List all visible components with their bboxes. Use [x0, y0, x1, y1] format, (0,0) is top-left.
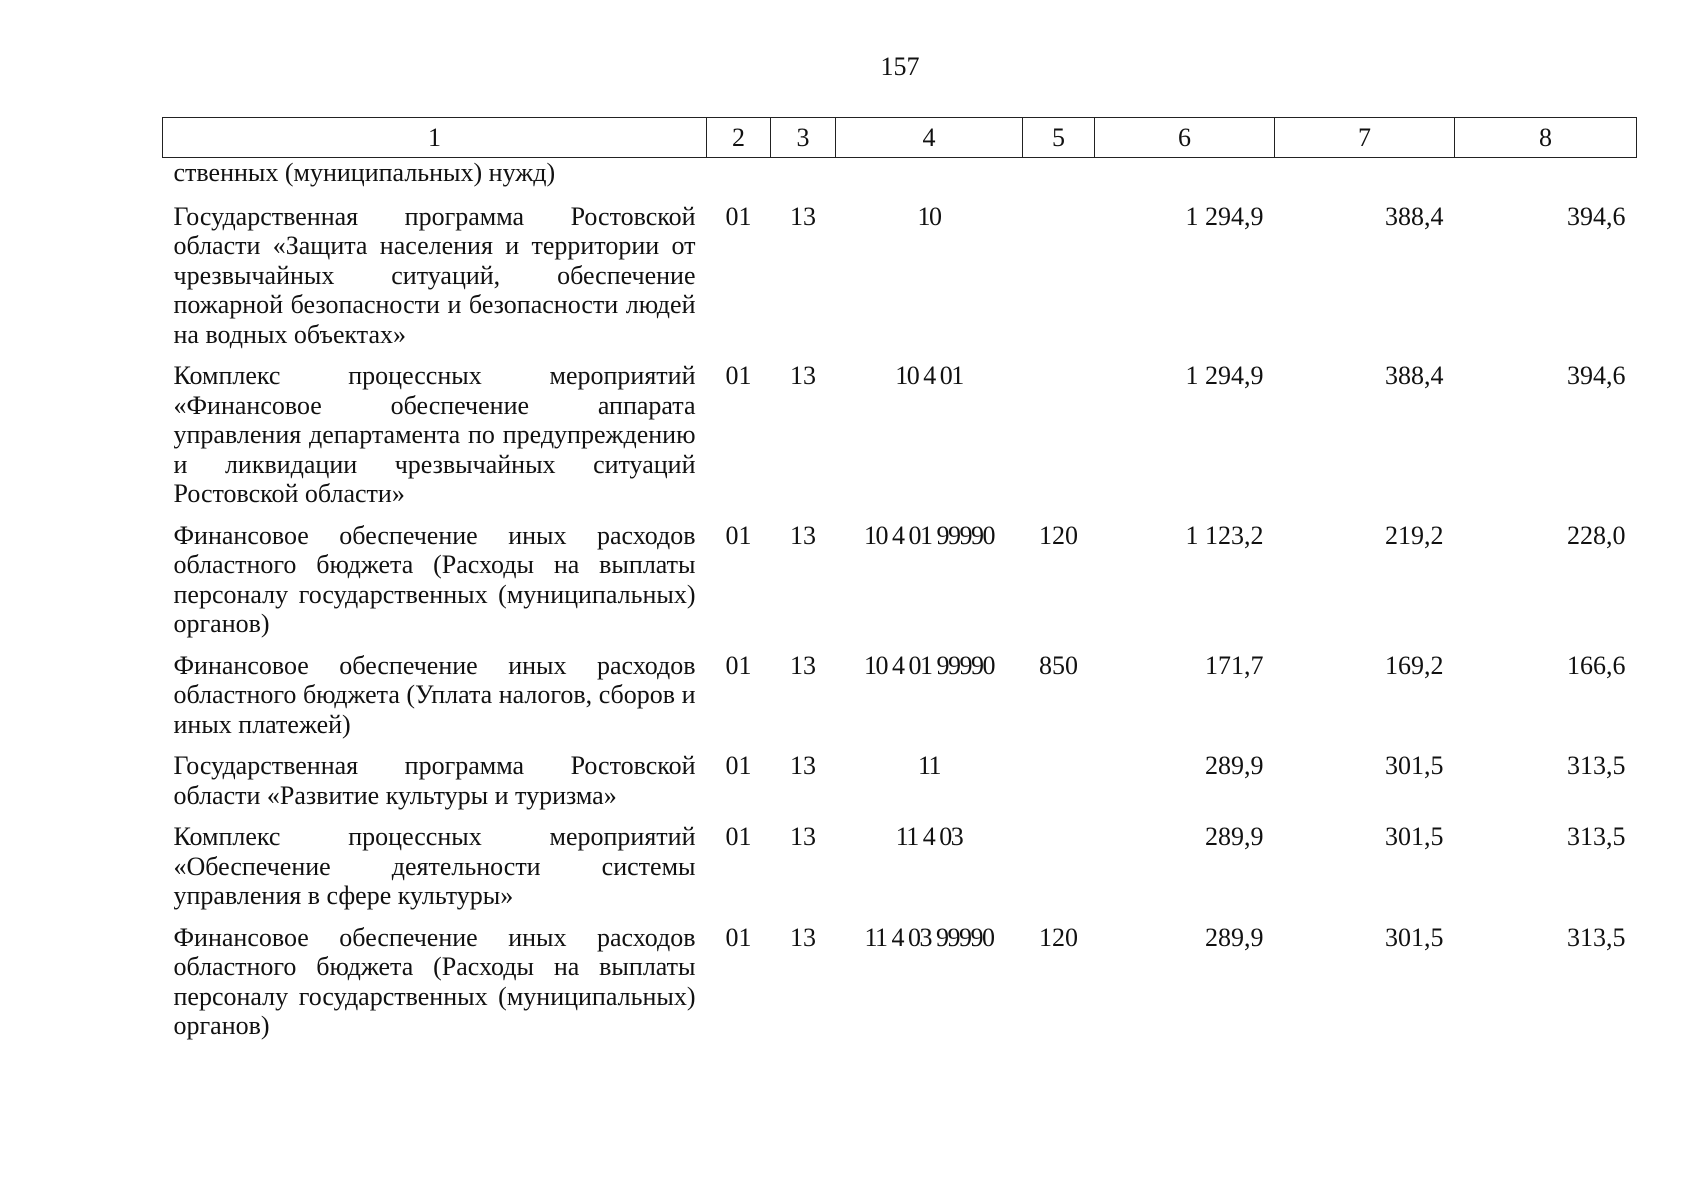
row-subsection: 13: [790, 822, 816, 851]
row-name: Комплекс процессных мероприятий «Обеспечение деятельности системы управления в сфере культуры»: [173, 822, 696, 910]
row-value-6: 289,9: [1205, 822, 1264, 851]
row-subsection: [771, 158, 836, 202]
row-value-6: 289,9: [1205, 751, 1264, 780]
header-col-1: 1: [163, 118, 707, 158]
row-value-8: 394,6: [1567, 361, 1626, 390]
row-value-7: 301,5: [1385, 822, 1444, 851]
row-value-6: 171,7: [1205, 650, 1264, 680]
row-expense-type: [1023, 202, 1095, 362]
row-section: 01: [725, 822, 752, 851]
table-row: [163, 651, 1637, 752]
page-number: 157: [880, 52, 920, 81]
header-col-3: 3: [771, 118, 836, 158]
row-section: 01: [725, 520, 752, 550]
row-subsection: 13: [790, 650, 816, 680]
row-subsection: 13: [790, 751, 816, 780]
header-col-4: 4: [836, 118, 1023, 158]
header-col-6: 6: [1095, 118, 1275, 158]
row-subsection: 13: [790, 361, 816, 390]
row-expense-type: [1023, 751, 1095, 822]
row-value-6: 1 294,9: [1185, 361, 1264, 390]
row-target-article: 10 4 01 99990: [864, 520, 994, 550]
row-name: Финансовое обеспечение иных расходов областного бюджета (Уплата налогов, сборов и иных платежей): [173, 650, 696, 739]
row-expense-type: [1023, 822, 1095, 923]
row-section: [707, 158, 771, 202]
row-value-8: 313,5: [1567, 922, 1626, 952]
row-value-8: 228,0: [1567, 520, 1626, 550]
row-subsection: 13: [790, 201, 816, 231]
row-name: Государственная программа Ростовской области «Развитие культуры и туризма»: [173, 751, 696, 810]
table-row: [163, 822, 1637, 923]
budget-table: [162, 117, 1637, 1053]
row-value-8: 313,5: [1567, 822, 1626, 851]
row-value-6: 1 294,9: [1185, 201, 1264, 231]
row-value-6: 1 123,2: [1185, 520, 1264, 550]
row-target-article: 11 4 03 99990: [864, 922, 994, 952]
row-value-8: 313,5: [1567, 751, 1626, 780]
row-value-7: 169,2: [1385, 650, 1444, 680]
row-name: ственных (муниципальных) нужд): [173, 158, 556, 187]
header-col-5: 5: [1023, 118, 1095, 158]
row-expense-type: 120: [1039, 520, 1078, 550]
row-subsection: 13: [790, 520, 816, 550]
row-value-7: 219,2: [1385, 520, 1444, 550]
row-value-6: [1095, 158, 1275, 202]
header-col-8: 8: [1455, 118, 1637, 158]
row-section: 01: [725, 922, 752, 952]
row-value-7: 388,4: [1385, 361, 1444, 390]
row-value-7: 388,4: [1385, 201, 1444, 231]
row-expense-type: 850: [1039, 650, 1078, 680]
row-expense-type: 120: [1039, 922, 1078, 952]
row-section: 01: [725, 650, 752, 680]
row-name: Комплекс процессных мероприятий «Финансовое обеспечение аппарата управления департамента по предупреждению и ликвидации чрезвычайных ситуаций Ростовской области»: [173, 361, 696, 508]
table-row: [163, 202, 1637, 362]
row-name: Финансовое обеспечение иных расходов областного бюджета (Расходы на выплаты персоналу государственных (муниципальных) органов): [173, 922, 696, 1040]
row-value-7: [1275, 158, 1455, 202]
row-value-8: [1455, 158, 1637, 202]
row-expense-type: [1023, 158, 1095, 202]
header-col-2: 2: [707, 118, 771, 158]
row-target-article: 11 4 03: [895, 822, 963, 851]
row-value-7: 301,5: [1385, 922, 1444, 952]
row-value-8: 166,6: [1567, 650, 1626, 680]
row-section: 01: [725, 751, 752, 780]
table-row: [163, 751, 1637, 822]
row-target-article: 10 4 01 99990: [864, 650, 994, 680]
row-section: 01: [725, 201, 752, 231]
row-value-8: 394,6: [1567, 201, 1626, 231]
row-name: Государственная программа Ростовской области «Защита населения и территории от чрезвычайных ситуаций, обеспечение пожарной безопасности и безопасности людей на водных объектах»: [173, 201, 696, 349]
row-section: 01: [725, 361, 752, 390]
row-name: Финансовое обеспечение иных расходов областного бюджета (Расходы на выплаты персоналу государственных (муниципальных) органов): [173, 520, 696, 638]
table-header-row: [163, 118, 1637, 158]
row-target-article: 10: [917, 201, 941, 231]
row-value-6: 289,9: [1205, 922, 1264, 952]
row-expense-type: [1023, 361, 1095, 521]
row-target-article: 11: [917, 751, 941, 780]
row-subsection: 13: [790, 922, 816, 952]
row-value-7: 301,5: [1385, 751, 1444, 780]
row-target-article: [836, 158, 1023, 202]
row-target-article: 10 4 01: [895, 361, 963, 390]
table-row: [163, 521, 1637, 651]
table-row: [163, 361, 1637, 521]
table-row: [163, 158, 1637, 202]
table-row: [163, 923, 1637, 1053]
header-col-7: 7: [1275, 118, 1455, 158]
